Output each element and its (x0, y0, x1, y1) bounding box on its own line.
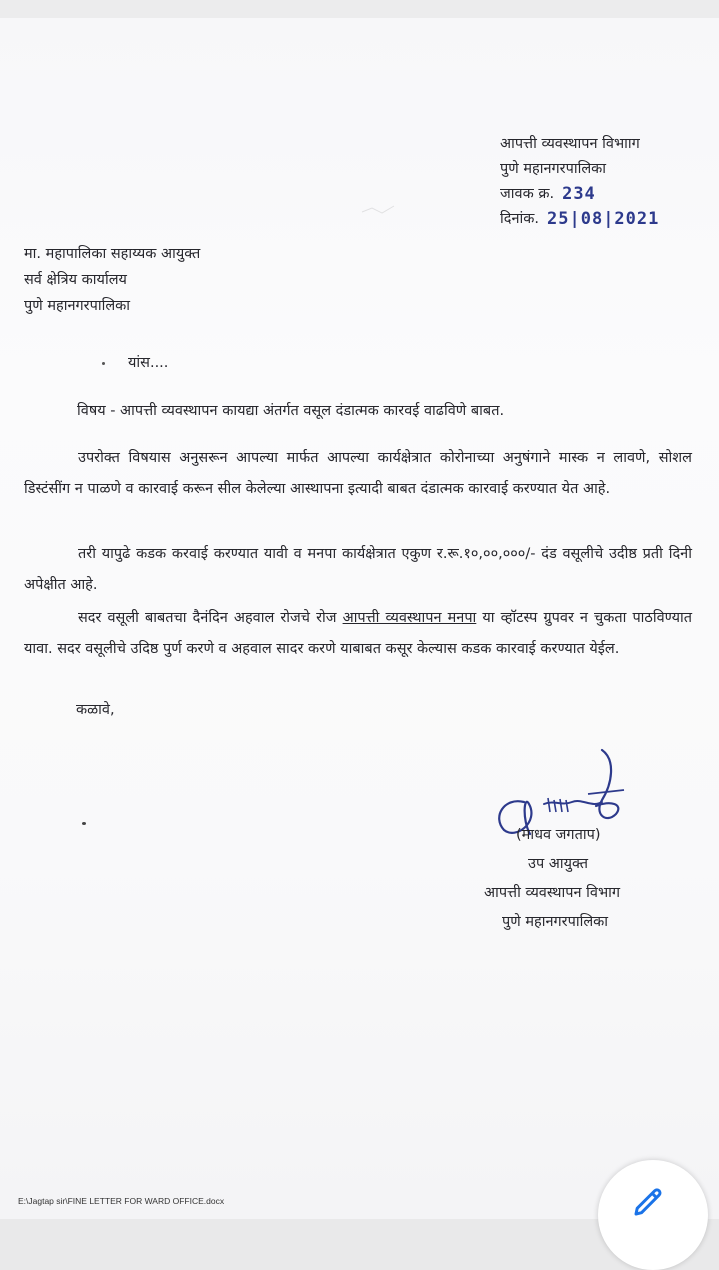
body-paragraph-2 (24, 539, 692, 601)
date-label: दिनांक. (500, 210, 540, 227)
body-paragraph-1 (24, 443, 692, 505)
sender-organization: पुणे महानगरपालिका (500, 160, 607, 177)
edit-button[interactable] (598, 1160, 708, 1270)
para3-text-underlined: आपत्ती व्यवस्थापन मनपा (342, 610, 477, 626)
recipient-line-1: मा. महापालिका सहाय्यक आयुक्त (24, 246, 201, 262)
salutation: यांस.... (128, 355, 169, 371)
recipient-block (24, 241, 200, 319)
signatory-block (484, 820, 620, 936)
para1-text: उपरोक्त विषयास अनुसरून आपल्या मार्फत आपल्या कार्यक्षेत्रात कोरोनाच्या अनुषंगाने मास्क न लावणे, सोशल डिस्टंसींग न पाळणे व कारवाई करून सील केलेल्या आस्थापना इत्यादी बाबत दंडात्मक कारवाई करण्यात येत आहे. (24, 450, 692, 497)
signatory-department: आपत्ती व्यवस्थापन विभाग (484, 884, 621, 901)
reference-number: 234 (562, 183, 596, 204)
signatory-name: (माधव जगताप) (516, 826, 601, 843)
para3-text-after: या व्हॉटस्प ग्रुपवर न चुकता पाठविण्यात यावा. सदर वसूलीचे उदिष्ठ पुर्ण करणे व अहवाल सादर करणे याबाबत कसूर केल्यास कडक कारवाई करण्यात येईल. (24, 610, 692, 657)
sender-block (500, 131, 659, 231)
signatory-organization: पुणे महानगरपालिका (502, 913, 609, 930)
recipient-line-3: पुणे महानगरपालिका (24, 298, 131, 314)
stray-mark (82, 822, 86, 825)
date-row (500, 206, 659, 231)
para3-text-before: सदर वसूली बाबतचा दैनंदिन अहवाल रोजचे रोज (78, 610, 343, 626)
recipient-line-2: सर्व क्षेत्रिय कार्यालय (24, 272, 127, 288)
stray-dot (102, 362, 105, 365)
pencil-icon (630, 1184, 666, 1220)
closing: कळावे, (76, 702, 115, 718)
reference-row (500, 181, 659, 206)
scan-artifact (360, 200, 400, 220)
subject-line: विषय - आपत्ती व्यवस्थापन कायद्या अंतर्गत वसूल दंडात्मक कारवई वाढविणे बाबत. (77, 403, 505, 419)
reference-label: जावक क्र. (500, 185, 555, 202)
date-value: 25|08|2021 (547, 208, 660, 229)
sender-department: आपत्ती व्यवस्थापन विभााग (500, 135, 640, 152)
para2-text: तरी यापुढे कडक करवाई करण्यात यावी व मनपा कार्यक्षेत्रात एकुण र.रू.१०,००,०००/- दंड वसूलीचे उदीष्ठ प्रती दिनी अपेक्षीत आहे. (24, 546, 692, 593)
footer-file-path: E:\Jagtap sir\FINE LETTER FOR WARD OFFICE.docx (18, 1196, 225, 1206)
status-strip (0, 0, 719, 18)
body-paragraph-3 (24, 603, 692, 665)
signatory-designation: उप आयुक्त (528, 855, 589, 872)
